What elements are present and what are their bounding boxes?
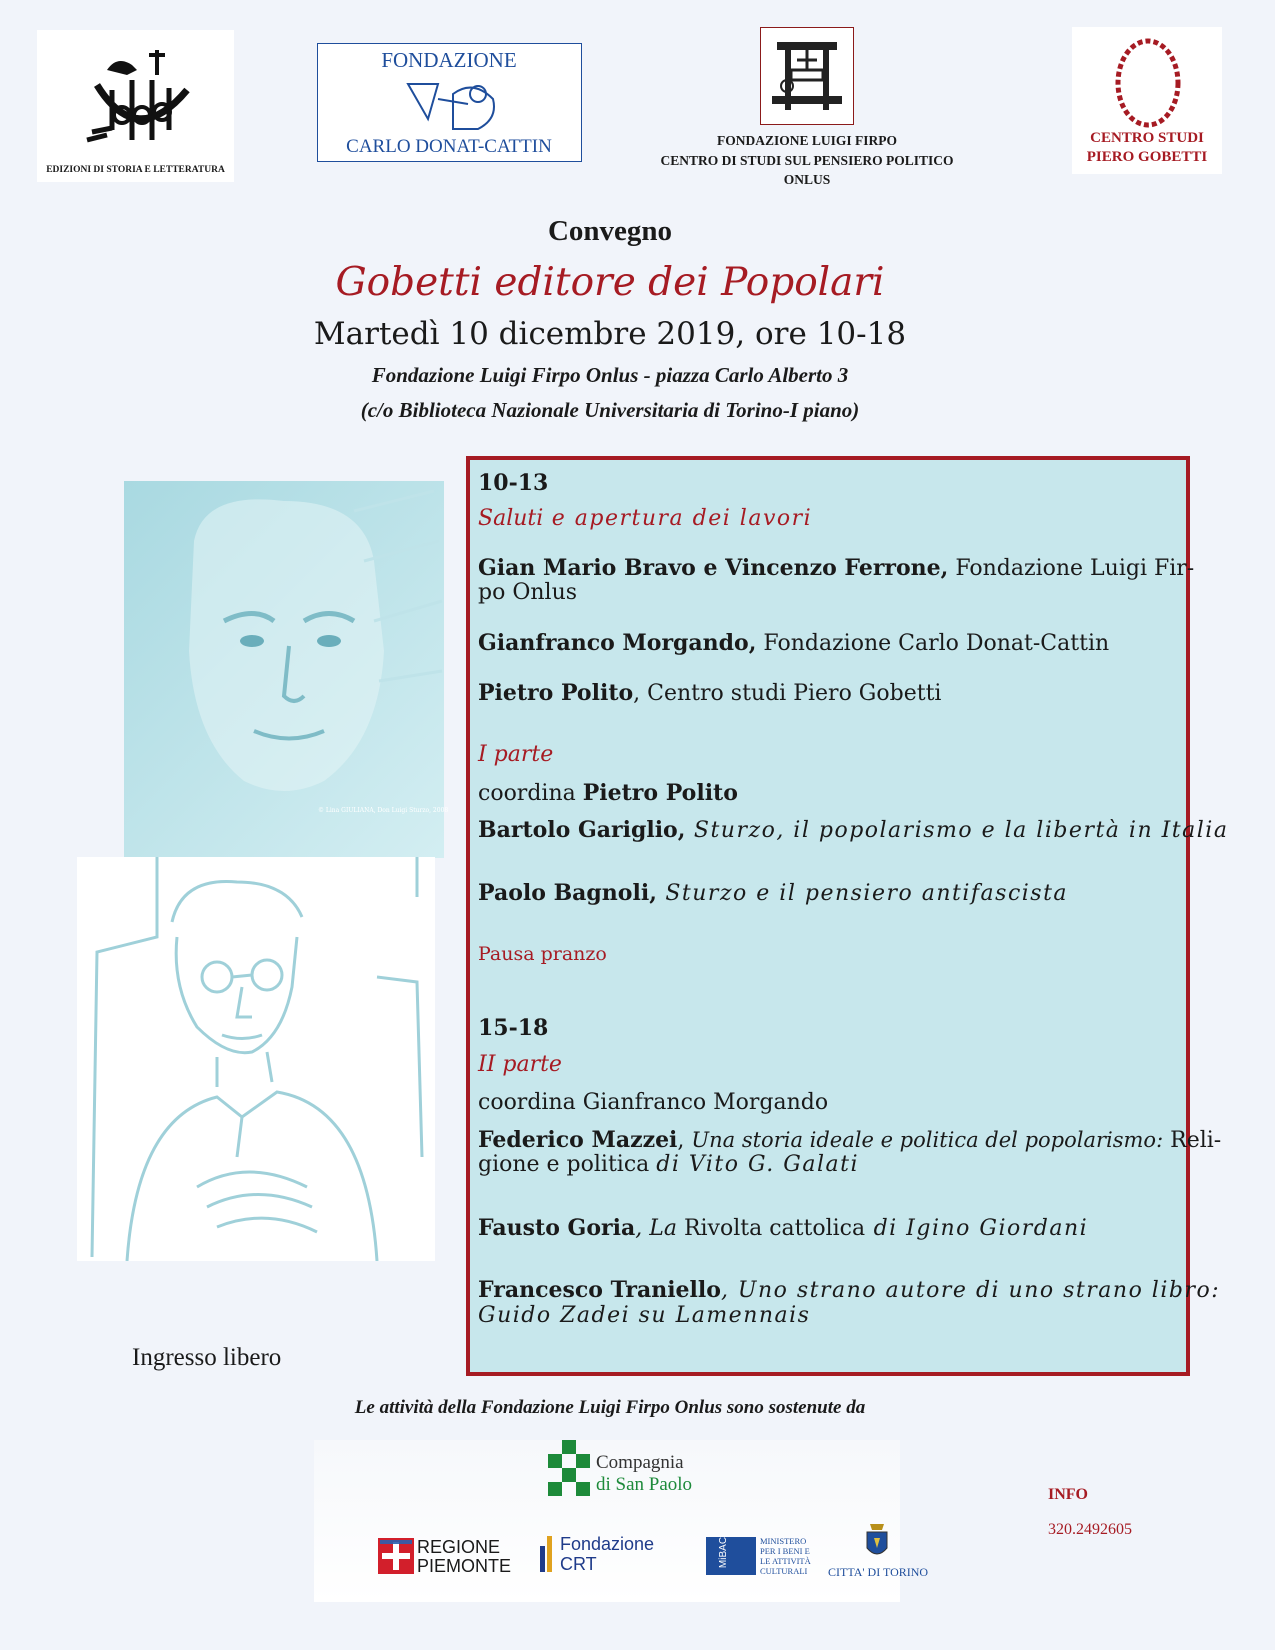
- chair-name: Pietro Polito: [582, 780, 738, 806]
- crt-bars-icon: [540, 1536, 556, 1572]
- mibac-line2: PER I BENI E: [760, 1546, 810, 1556]
- talk-speaker: Bartolo Gariglio,: [478, 817, 686, 843]
- logo-firpo-press: [760, 27, 854, 125]
- support-line: Le attività della Fondazione Luigi Firpo Onlus sono sostenute da: [354, 1397, 866, 1418]
- entry-note: Ingresso libero: [132, 1344, 282, 1371]
- talk-speaker: Federico Mazzei: [478, 1127, 678, 1153]
- speaker-firpo: [478, 555, 1194, 582]
- printing-press-icon: [767, 34, 847, 118]
- program-box: [466, 456, 1229, 1376]
- speaker-org: Fondazione Luigi Fir-: [948, 556, 1195, 581]
- crt-line2: CRT: [560, 1554, 597, 1574]
- astronomer-sextant-icon: [398, 74, 508, 134]
- speaker-gobetti: [478, 680, 941, 707]
- talk-title: Sturzo e il pensiero antifascista: [656, 881, 1069, 906]
- boat-bird-logo-icon: [77, 40, 197, 150]
- part-one-heading: I parte: [478, 742, 554, 767]
- talk-title: , Uno strano autore di uno strano libro:: [720, 1278, 1221, 1303]
- talk-title: Sturzo, il popolarismo e la libertà in Italia: [685, 818, 1229, 843]
- event-venue-note: (c/o Biblioteca Nazionale Universitaria di Torino-I piano): [360, 398, 860, 422]
- part-two-heading: II parte: [478, 1052, 562, 1077]
- portrait-gobetti: [77, 857, 435, 1261]
- talk-author: di Igino Giordani: [865, 1216, 1089, 1241]
- mibac-line3: LE ATTIVITÀ: [760, 1556, 811, 1566]
- morning-time: 10-13: [478, 470, 549, 496]
- talk-author: di Vito G. Galati: [656, 1152, 860, 1177]
- sanpaolo-name-2: di San Paolo: [596, 1474, 693, 1495]
- mibac-line4: CULTURALI: [760, 1566, 808, 1576]
- greek-circle-inscription-icon: [1107, 33, 1189, 133]
- talk-title: Rivolta cattolica: [683, 1216, 866, 1241]
- chair-one: [478, 780, 738, 807]
- welcome-strong: Saluti: [478, 506, 544, 531]
- talk-mazzei: [478, 1127, 1221, 1154]
- talk-goria: [478, 1215, 1088, 1242]
- torino-name: CITTA' DI TORINO: [828, 1565, 929, 1579]
- speaker-names: Gian Mario Bravo e Vincenzo Ferrone,: [478, 555, 949, 581]
- sanpaolo-checker-icon: [548, 1440, 590, 1496]
- talk-sep: , La: [635, 1216, 684, 1241]
- crt-line1: Fondazione: [560, 1534, 655, 1554]
- welcome-rest: e apertura dei lavori: [543, 506, 813, 531]
- logo-donat-cattin: [317, 43, 582, 162]
- portrait-sturzo: [124, 481, 449, 858]
- donat-cattin-line1: FONDAZIONE: [381, 48, 517, 72]
- logo-caption-storia: EDIZIONI DI STORIA E LETTERATURA: [46, 165, 225, 175]
- logo-edizioni-storia: [37, 30, 234, 182]
- afternoon-time: 15-18: [478, 1015, 549, 1041]
- welcome-line: [478, 506, 812, 532]
- sponsor-panel: [314, 1440, 929, 1602]
- speaker-name: Gianfranco Morgando,: [478, 630, 757, 656]
- mibac-line1: MINISTERO: [760, 1536, 807, 1546]
- talk-title-cont: Reli-: [1163, 1128, 1222, 1153]
- speaker-name: Pietro Polito: [478, 680, 634, 706]
- talk-bagnoli: [478, 880, 1068, 907]
- event-title: Gobetti editore dei Popolari: [335, 260, 885, 305]
- speaker-donat-cattin: [478, 630, 1109, 657]
- gobetti-sketch-icon: [77, 857, 435, 1261]
- event-date: Martedì 10 dicembre 2019, ore 10-18: [313, 316, 907, 352]
- talk-sep: ,: [677, 1128, 692, 1153]
- talk-mazzei-cont: [478, 1152, 859, 1178]
- talk-speaker: Paolo Bagnoli,: [478, 880, 657, 906]
- piemonte-line2: PIEMONTE: [417, 1556, 512, 1576]
- firpo-line1: FONDAZIONE LUIGI FIRPO: [716, 133, 897, 148]
- talk-traniello: [478, 1277, 1220, 1304]
- firpo-line2: CENTRO DI STUDI SUL PENSIERO POLITICO: [660, 153, 954, 168]
- talk-title: Una storia ideale e politica del popolarismo:: [691, 1128, 1164, 1152]
- gobetti-line2: PIERO GOBETTI: [1086, 149, 1208, 165]
- event-kicker: Convegno: [547, 215, 673, 247]
- lunch-break: Pausa pranzo: [478, 943, 607, 965]
- talk-title-cont: gione e politica: [478, 1152, 657, 1177]
- speaker-firpo-cont: po Onlus: [478, 580, 578, 605]
- gobetti-line1: CENTRO STUDI: [1090, 130, 1204, 146]
- info-phone[interactable]: 320.2492605: [1048, 1521, 1132, 1538]
- piemonte-line1: REGIONE: [417, 1537, 501, 1557]
- sanpaolo-name-1: Compagnia: [596, 1452, 684, 1473]
- info-label: INFO: [1048, 1486, 1088, 1503]
- talk-speaker: Fausto Goria: [478, 1215, 636, 1241]
- logo-centro-gobetti: [1072, 27, 1222, 174]
- talk-traniello-cont: Guido Zadei su Lamennais: [478, 1303, 811, 1328]
- talk-gariglio: [478, 817, 1228, 844]
- piemonte-flag-icon: [378, 1538, 414, 1574]
- chair-label: coordina: [478, 781, 583, 806]
- chair-two: coordina Gianfranco Morgando: [478, 1090, 829, 1115]
- torino-crest-icon: [862, 1522, 892, 1562]
- event-venue: Fondazione Luigi Firpo Onlus - piazza Carlo Alberto 3: [371, 363, 849, 387]
- talk-speaker: Francesco Traniello: [478, 1277, 721, 1303]
- mibac-badge: [706, 1537, 756, 1575]
- speaker-org: , Centro studi Piero Gobetti: [633, 681, 942, 706]
- sturzo-sketch-icon: [124, 481, 444, 858]
- mibac-tag: MiBAC: [718, 1536, 730, 1569]
- speaker-org: Fondazione Carlo Donat-Cattin: [756, 631, 1110, 656]
- firpo-line3: ONLUS: [783, 172, 831, 187]
- portrait-credit: © Lina GIULIANA, Don Luigi Sturzo, 2008: [318, 807, 449, 814]
- donat-cattin-line2: CARLO DONAT-CATTIN: [346, 136, 552, 157]
